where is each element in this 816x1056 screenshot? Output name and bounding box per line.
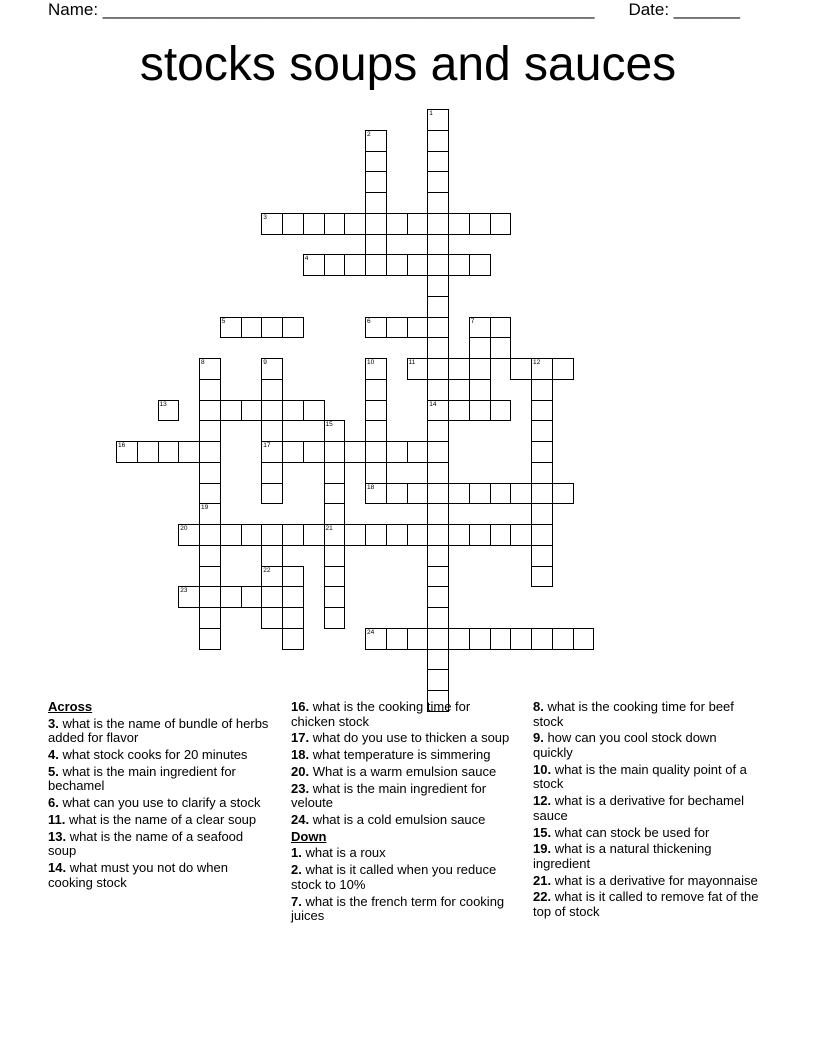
crossword-cell[interactable] bbox=[324, 254, 346, 276]
page-title: stocks soups and sauces bbox=[139, 38, 677, 91]
clue-number-label: 20. bbox=[291, 763, 310, 779]
down-clues-list-2 bbox=[533, 700, 759, 920]
crossword-cell[interactable] bbox=[427, 441, 449, 463]
crossword-cell[interactable] bbox=[365, 441, 387, 463]
crossword-cell[interactable] bbox=[261, 379, 283, 401]
clue-number-label: 16. bbox=[291, 699, 310, 714]
crossword-cell[interactable] bbox=[324, 524, 346, 546]
crossword-cell[interactable] bbox=[573, 628, 595, 650]
clue-text: what is the cooking time for chicken stock bbox=[291, 699, 471, 729]
crossword-cell[interactable] bbox=[282, 524, 304, 546]
crossword-cell[interactable] bbox=[531, 545, 553, 567]
crossword-cell[interactable] bbox=[407, 254, 429, 276]
crossword-cell[interactable] bbox=[220, 317, 242, 339]
crossword-cell[interactable] bbox=[324, 566, 346, 588]
clue-item bbox=[291, 765, 517, 780]
clue-number-label: 11. bbox=[48, 811, 66, 827]
crossword-cell[interactable] bbox=[261, 213, 283, 235]
clue-item bbox=[48, 861, 274, 890]
clue-text: what do you use to thicken a soup bbox=[309, 730, 510, 746]
clue-item bbox=[48, 813, 274, 828]
crossword-cell[interactable] bbox=[552, 358, 574, 380]
crossword-cell[interactable] bbox=[427, 669, 449, 691]
crossword-cell[interactable] bbox=[282, 400, 304, 422]
crossword-cell[interactable] bbox=[427, 358, 449, 380]
crossword-cell[interactable] bbox=[490, 628, 512, 650]
crossword-cell[interactable] bbox=[199, 441, 221, 463]
crossword-cell[interactable] bbox=[261, 317, 283, 339]
crossword-cell[interactable] bbox=[324, 503, 346, 525]
clue-number-label: 24. bbox=[291, 812, 310, 828]
crossword-cell[interactable] bbox=[365, 317, 387, 339]
crossword-cell[interactable] bbox=[427, 151, 449, 173]
clue-number-label: 7. bbox=[291, 893, 302, 909]
clue-text: what can stock be used for bbox=[551, 824, 710, 840]
crossword-cell[interactable] bbox=[199, 628, 221, 650]
crossword-cell[interactable] bbox=[427, 607, 449, 629]
crossword-cell[interactable] bbox=[199, 607, 221, 629]
clue-number: 17 bbox=[263, 442, 271, 449]
crossword-cell[interactable] bbox=[531, 566, 553, 588]
clue-number: 6 bbox=[367, 317, 371, 325]
clue-number: 20 bbox=[180, 525, 188, 532]
clue-number: 9 bbox=[263, 359, 267, 366]
crossword-cell[interactable] bbox=[220, 400, 242, 422]
clue-text: what is the main ingredient for bechamel bbox=[48, 763, 236, 794]
clues-column-3 bbox=[533, 700, 759, 922]
crossword-cell[interactable] bbox=[303, 524, 325, 546]
crossword-cell[interactable] bbox=[386, 254, 408, 276]
clue-number: 8 bbox=[201, 359, 205, 366]
crossword-cell[interactable] bbox=[178, 586, 200, 608]
crossword-cell[interactable] bbox=[427, 213, 449, 235]
clue-number-label: 13. bbox=[48, 828, 67, 844]
crossword-cell[interactable] bbox=[261, 566, 283, 588]
clue-item bbox=[48, 765, 274, 794]
clue-number: 21 bbox=[325, 525, 333, 532]
crossword-cell[interactable] bbox=[448, 358, 470, 380]
crossword-cell[interactable] bbox=[427, 109, 449, 131]
clue-item bbox=[533, 826, 759, 841]
crossword-cell[interactable] bbox=[261, 400, 283, 422]
clue-item bbox=[533, 842, 759, 871]
across-clues-list-1 bbox=[48, 717, 274, 891]
crossword-cell[interactable] bbox=[448, 628, 470, 650]
crossword-cell[interactable] bbox=[344, 254, 366, 276]
clues-column-2 bbox=[291, 700, 517, 926]
crossword-cell[interactable] bbox=[427, 234, 449, 256]
crossword-cell[interactable] bbox=[407, 628, 429, 650]
clue-number: 19 bbox=[201, 504, 209, 512]
clue-item bbox=[48, 748, 274, 763]
crossword-cell[interactable] bbox=[324, 213, 346, 235]
clue-number-label: 15. bbox=[533, 824, 552, 840]
clue-number-label: 21. bbox=[533, 872, 552, 888]
crossword-cell[interactable] bbox=[261, 524, 283, 546]
crossword-cell[interactable] bbox=[261, 483, 283, 505]
clue-number-label: 22. bbox=[533, 889, 552, 905]
clue-number-label: 4. bbox=[48, 746, 59, 762]
crossword-cell[interactable] bbox=[365, 420, 387, 442]
crossword-cell[interactable] bbox=[261, 358, 283, 380]
crossword-cell[interactable] bbox=[469, 358, 491, 380]
crossword-cell[interactable] bbox=[427, 420, 449, 442]
date-field-label: Date: _______ bbox=[628, 0, 740, 19]
clue-text: what is the main ingredient for veloute bbox=[291, 780, 487, 811]
clue-item bbox=[291, 846, 517, 861]
crossword-cell[interactable] bbox=[324, 462, 346, 484]
crossword-cell[interactable] bbox=[365, 462, 387, 484]
clue-text: what is the name of a clear soup bbox=[65, 811, 257, 827]
crossword-cell[interactable] bbox=[510, 628, 532, 650]
crossword-cell[interactable] bbox=[303, 400, 325, 422]
clue-number-label: 5. bbox=[48, 763, 59, 779]
crossword-cell[interactable] bbox=[490, 337, 512, 359]
name-field-label: Name: ____________________________________________________ bbox=[48, 0, 595, 19]
crossword-cell[interactable] bbox=[324, 441, 346, 463]
crossword-cell[interactable] bbox=[220, 586, 242, 608]
clue-number-label: 2. bbox=[291, 862, 302, 878]
crossword-cell[interactable] bbox=[427, 462, 449, 484]
crossword-cell[interactable] bbox=[427, 545, 449, 567]
crossword-cell[interactable] bbox=[427, 254, 449, 276]
clue-number-label: 1. bbox=[291, 845, 302, 861]
crossword-cell[interactable] bbox=[261, 441, 283, 463]
clue-item bbox=[533, 731, 759, 760]
crossword-cell[interactable] bbox=[448, 483, 470, 505]
crossword-cell[interactable] bbox=[386, 213, 408, 235]
crossword-cell[interactable] bbox=[469, 213, 491, 235]
clue-number-label: 6. bbox=[48, 795, 59, 811]
clue-number-label: 8. bbox=[533, 699, 544, 714]
down-heading: Down bbox=[291, 828, 327, 844]
crossword-cell[interactable] bbox=[199, 524, 221, 546]
crossword-cell[interactable] bbox=[324, 420, 346, 442]
crossword-cell[interactable] bbox=[116, 441, 138, 463]
clue-item bbox=[291, 782, 517, 811]
crossword-cell[interactable] bbox=[324, 545, 346, 567]
crossword-cell[interactable] bbox=[282, 317, 304, 339]
crossword-cell[interactable] bbox=[303, 213, 325, 235]
clue-item bbox=[291, 895, 517, 924]
crossword-cell[interactable] bbox=[261, 545, 283, 567]
clue-number-label: 3. bbox=[48, 715, 59, 731]
crossword-cell[interactable] bbox=[261, 607, 283, 629]
crossword-cell[interactable] bbox=[365, 483, 387, 505]
crossword-cell[interactable] bbox=[531, 483, 553, 505]
crossword-cell[interactable] bbox=[199, 566, 221, 588]
crossword-cell[interactable] bbox=[386, 524, 408, 546]
crossword-cell[interactable] bbox=[199, 358, 221, 380]
crossword-cell[interactable] bbox=[282, 607, 304, 629]
clue-item bbox=[48, 830, 274, 859]
crossword-cell[interactable] bbox=[303, 254, 325, 276]
crossword-cell[interactable] bbox=[490, 400, 512, 422]
crossword-cell[interactable] bbox=[178, 524, 200, 546]
crossword-cell[interactable] bbox=[427, 192, 449, 214]
clue-number: 24 bbox=[367, 628, 375, 636]
clue-item bbox=[533, 794, 759, 823]
crossword-cell[interactable] bbox=[344, 441, 366, 463]
crossword-cell[interactable] bbox=[469, 317, 491, 339]
clue-text: what is a cold emulsion sauce bbox=[309, 812, 486, 828]
crossword-cell[interactable] bbox=[531, 441, 553, 463]
crossword-cell[interactable] bbox=[386, 628, 408, 650]
crossword-cell[interactable] bbox=[427, 524, 449, 546]
crossword-cell[interactable] bbox=[220, 524, 242, 546]
crossword-cell[interactable] bbox=[199, 586, 221, 608]
crossword-cell[interactable] bbox=[324, 607, 346, 629]
crossword-cell[interactable] bbox=[365, 524, 387, 546]
crossword-cell[interactable] bbox=[282, 566, 304, 588]
crossword-cell[interactable] bbox=[427, 628, 449, 650]
crossword-cell[interactable] bbox=[282, 586, 304, 608]
crossword-cell[interactable] bbox=[324, 586, 346, 608]
crossword-cell[interactable] bbox=[552, 483, 574, 505]
crossword-cell[interactable] bbox=[510, 483, 532, 505]
crossword-cell[interactable] bbox=[407, 441, 429, 463]
crossword-cell[interactable] bbox=[282, 628, 304, 650]
down-clues-list-1 bbox=[291, 846, 517, 923]
crossword-cell[interactable] bbox=[199, 503, 221, 525]
clue-number: 15 bbox=[325, 421, 333, 429]
clue-number-label: 9. bbox=[533, 730, 544, 746]
clue-item bbox=[533, 700, 759, 729]
clue-number: 5 bbox=[221, 317, 226, 325]
clue-text: what stock cooks for 20 minutes bbox=[58, 746, 248, 762]
clue-text: what is a derivative for bechamel sauce bbox=[533, 793, 745, 823]
crossword-cell[interactable] bbox=[531, 379, 553, 401]
crossword-cell[interactable] bbox=[407, 317, 429, 339]
clue-number-label: 12. bbox=[533, 793, 552, 809]
crossword-cell[interactable] bbox=[365, 151, 387, 173]
crossword-cell[interactable] bbox=[531, 524, 553, 546]
clue-item bbox=[291, 813, 517, 828]
crossword-cell[interactable] bbox=[344, 524, 366, 546]
crossword-cell[interactable] bbox=[427, 130, 449, 152]
crossword-cell[interactable] bbox=[241, 586, 263, 608]
crossword-cell[interactable] bbox=[490, 213, 512, 235]
clue-number: 18 bbox=[367, 483, 375, 491]
clue-number: 4 bbox=[304, 255, 309, 263]
crossword-cell[interactable] bbox=[469, 524, 491, 546]
crossword-cell[interactable] bbox=[324, 483, 346, 505]
clue-number: 22 bbox=[263, 566, 271, 574]
crossword-cell[interactable] bbox=[365, 379, 387, 401]
crossword-cell[interactable] bbox=[427, 317, 449, 339]
crossword-cell[interactable] bbox=[469, 254, 491, 276]
crossword-cell[interactable] bbox=[427, 337, 449, 359]
crossword-cell[interactable] bbox=[469, 483, 491, 505]
crossword-cell[interactable] bbox=[427, 379, 449, 401]
crossword-cell[interactable] bbox=[282, 441, 304, 463]
crossword-cell[interactable] bbox=[386, 317, 408, 339]
clue-text: what is the name of a seafood soup bbox=[48, 828, 244, 859]
crossword-cell[interactable] bbox=[365, 254, 387, 276]
clues-column-1 bbox=[48, 700, 274, 892]
clue-item bbox=[291, 748, 517, 763]
crossword-cell[interactable] bbox=[427, 586, 449, 608]
crossword-cell[interactable] bbox=[469, 379, 491, 401]
clue-text: how can you cool stock down quickly bbox=[533, 730, 717, 760]
clue-number: 7 bbox=[470, 317, 475, 325]
crossword-cell[interactable] bbox=[199, 379, 221, 401]
clue-item bbox=[533, 874, 759, 889]
crossword-cell[interactable] bbox=[427, 503, 449, 525]
crossword-cell[interactable] bbox=[552, 628, 574, 650]
crossword-cell[interactable] bbox=[448, 213, 470, 235]
crossword-cell[interactable] bbox=[531, 400, 553, 422]
crossword-cell[interactable] bbox=[303, 441, 325, 463]
crossword-cell[interactable] bbox=[199, 420, 221, 442]
crossword-cell[interactable] bbox=[386, 441, 408, 463]
crossword-cell[interactable] bbox=[448, 254, 470, 276]
crossword-cell[interactable] bbox=[261, 420, 283, 442]
crossword-cell[interactable] bbox=[427, 400, 449, 422]
across-clues-list-2 bbox=[291, 700, 517, 828]
crossword-cell[interactable] bbox=[490, 524, 512, 546]
crossword-cell[interactable] bbox=[261, 586, 283, 608]
crossword-cell[interactable] bbox=[365, 234, 387, 256]
clue-text: what is a natural thickening ingredient bbox=[533, 841, 712, 871]
clue-text: what must you not do when cooking stock bbox=[48, 860, 228, 890]
clue-number: 11 bbox=[408, 359, 416, 366]
crossword-cell[interactable] bbox=[199, 545, 221, 567]
clue-text: what can you use to clarify a stock bbox=[58, 795, 261, 811]
crossword-cell[interactable] bbox=[531, 420, 553, 442]
crossword-cell[interactable] bbox=[365, 358, 387, 380]
clue-text: what temperature is simmering bbox=[309, 747, 491, 763]
clue-item bbox=[533, 890, 759, 919]
crossword-cell[interactable] bbox=[407, 213, 429, 235]
crossword-cell[interactable] bbox=[365, 171, 387, 193]
crossword-cell[interactable] bbox=[241, 400, 263, 422]
clue-text: what is the main quality point of a stock bbox=[533, 761, 747, 792]
crossword-cell[interactable] bbox=[531, 628, 553, 650]
crossword-cell[interactable] bbox=[427, 275, 449, 297]
crossword-cell[interactable] bbox=[407, 524, 429, 546]
crossword-cell[interactable] bbox=[448, 400, 470, 422]
crossword-cell[interactable] bbox=[448, 524, 470, 546]
crossword-cell[interactable] bbox=[490, 317, 512, 339]
crossword-cell[interactable] bbox=[158, 400, 180, 422]
crossword-cell[interactable] bbox=[469, 400, 491, 422]
crossword-cell[interactable] bbox=[510, 524, 532, 546]
clue-number-label: 19. bbox=[533, 841, 552, 857]
crossword-cell[interactable] bbox=[344, 213, 366, 235]
clue-number: 1 bbox=[429, 110, 433, 117]
clue-text: what is a derivative for mayonnaise bbox=[551, 872, 758, 888]
crossword-cell[interactable] bbox=[241, 524, 263, 546]
crossword-cell[interactable] bbox=[365, 213, 387, 235]
crossword-cell[interactable] bbox=[199, 483, 221, 505]
crossword-cell[interactable] bbox=[178, 441, 200, 463]
clue-number-label: 17. bbox=[291, 730, 310, 746]
clue-item bbox=[291, 700, 517, 729]
crossword-cell[interactable] bbox=[427, 296, 449, 318]
clue-text: what is it called when you reduce stock to 10% bbox=[291, 862, 497, 892]
crossword-cell[interactable] bbox=[282, 213, 304, 235]
clue-number: 13 bbox=[159, 400, 167, 408]
crossword-cell[interactable] bbox=[386, 483, 408, 505]
crossword-cell[interactable] bbox=[199, 400, 221, 422]
crossword-cell[interactable] bbox=[158, 441, 180, 463]
crossword-cell[interactable] bbox=[427, 566, 449, 588]
clue-text: what is the name of bundle of herbs added for flavor bbox=[48, 715, 269, 746]
crossword-cell[interactable] bbox=[469, 337, 491, 359]
across-heading: Across bbox=[48, 699, 93, 714]
crossword-cell[interactable] bbox=[427, 483, 449, 505]
clue-number: 2 bbox=[367, 130, 371, 138]
crossword-cell[interactable] bbox=[510, 358, 532, 380]
crossword-cell[interactable] bbox=[241, 317, 263, 339]
clue-number-label: 14. bbox=[48, 860, 67, 876]
crossword-cell[interactable] bbox=[531, 462, 553, 484]
clue-text: what is it called to remove fat of the top of stock bbox=[533, 889, 759, 920]
clue-number: 23 bbox=[180, 587, 188, 595]
crossword-cell[interactable] bbox=[365, 192, 387, 214]
crossword-cell[interactable] bbox=[365, 400, 387, 422]
clue-number: 16 bbox=[118, 442, 126, 449]
clue-text: what is the cooking time for beef stock bbox=[533, 699, 734, 729]
crossword-cell[interactable] bbox=[407, 358, 429, 380]
clue-number-label: 23. bbox=[291, 780, 310, 796]
clue-item bbox=[291, 731, 517, 746]
clue-item bbox=[533, 763, 759, 792]
crossword-cell[interactable] bbox=[469, 628, 491, 650]
crossword-cell[interactable] bbox=[261, 462, 283, 484]
crossword-cell[interactable] bbox=[199, 462, 221, 484]
crossword-cell[interactable] bbox=[427, 649, 449, 671]
clue-number: 10 bbox=[367, 359, 375, 366]
clue-number: 3 bbox=[263, 213, 267, 221]
crossword-cell[interactable] bbox=[490, 483, 512, 505]
clue-item bbox=[291, 863, 517, 892]
clue-item bbox=[48, 717, 274, 746]
crossword-cell[interactable] bbox=[427, 171, 449, 193]
clue-number-label: 18. bbox=[291, 747, 310, 763]
crossword-cell[interactable] bbox=[365, 130, 387, 152]
crossword-cell[interactable] bbox=[407, 483, 429, 505]
clue-number: 14 bbox=[429, 400, 437, 408]
clue-item bbox=[48, 796, 274, 811]
clue-number: 12 bbox=[533, 359, 541, 366]
crossword-cell[interactable] bbox=[365, 628, 387, 650]
clue-text: what is the french term for cooking juices bbox=[291, 893, 505, 924]
crossword-cell[interactable] bbox=[531, 358, 553, 380]
crossword-cell[interactable] bbox=[137, 441, 159, 463]
clue-text: What is a warm emulsion sauce bbox=[309, 763, 497, 779]
crossword-cell[interactable] bbox=[531, 503, 553, 525]
clue-text: what is a roux bbox=[301, 845, 386, 861]
clue-number-label: 10. bbox=[533, 761, 552, 777]
